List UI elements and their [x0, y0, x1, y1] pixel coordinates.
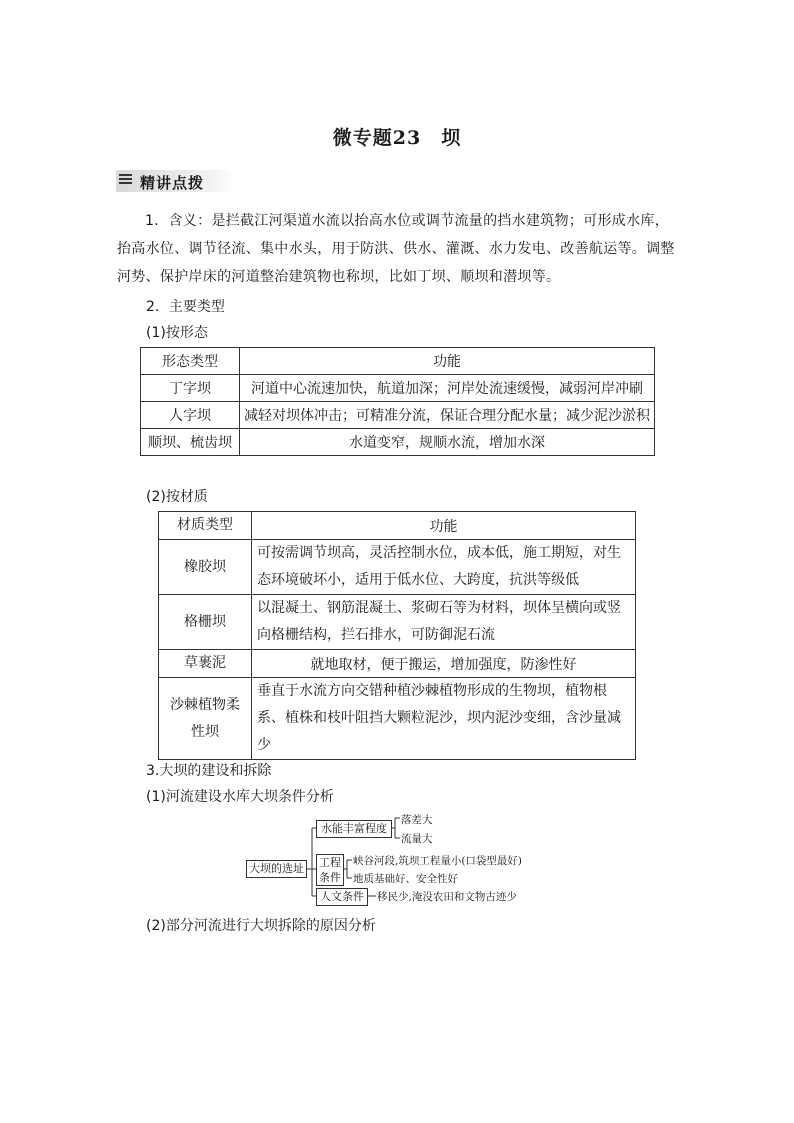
material-types-table [158, 511, 636, 760]
table-row [159, 650, 636, 678]
subheading-dam-removal: (2)部分河流进行大坝拆除的原因分析 [146, 918, 376, 934]
table-header-row [141, 348, 655, 375]
diagram-root: 大坝的选址 [246, 860, 307, 878]
table-header-row [159, 512, 636, 540]
diagram-branch-engineering: 工程条件 [316, 854, 344, 886]
table-cell: 以混凝土、钢筋混凝土、浆砌石等为材料，坝体呈横向或竖向格栅结构，拦石排水，可防御泥石流 [252, 595, 636, 650]
diagram-leaf: 峡谷河段,筑坝工程量小(口袋型最好) [353, 855, 523, 867]
section-label: 精讲点拨 [140, 174, 205, 192]
table-row [141, 402, 655, 429]
list-icon [119, 174, 132, 187]
table-cell: 格栅坝 [159, 595, 252, 650]
table-cell: 就地取材，便于搬运，增加强度，防渗性好 [252, 650, 636, 678]
table-cell: 垂直于水流方向交错种植沙棘植物形成的生物坝，植物根系、植株和枝叶阻挡大颗粒泥沙，坝内泥沙变细，含沙量减少 [252, 678, 636, 760]
table-cell: 可按需调节坝高，灵活控制水位，成本低，施工期短，对生态环境破坏小，适用于低水位、大跨度，抗洪等级低 [252, 540, 636, 595]
table-header-cell: 形态类型 [141, 348, 240, 375]
subheading-by-material: (2)按材质 [146, 489, 208, 505]
diagram-branch-human: 人文条件 [316, 888, 368, 906]
definition-paragraph: 1．含义：是拦截江河渠道水流以抬高水位或调节流量的挡水建筑物；可形成水库，抬高水位、调节径流、集中水头，用于防洪、供水、灌溉、水力发电、改善航运等。调整河势、保护岸床的河道整治建筑物也称坝，比如丁坝、顺坝和潜坝等。 [117, 213, 675, 285]
diagram-leaf: 落差大 [401, 814, 433, 826]
table-cell: 橡胶坝 [159, 540, 252, 595]
table-cell: 河道中心流速加快，航道加深；河岸处流速缓慢，减弱河岸冲刷 [240, 375, 655, 402]
shape-types-table [140, 347, 655, 456]
table-row [159, 678, 636, 760]
table-row [141, 429, 655, 456]
table-header-cell: 功能 [252, 512, 636, 540]
page-title: 微专题23 坝 [332, 127, 462, 149]
table-cell: 草裹泥 [159, 650, 252, 678]
table-header-cell: 材质类型 [159, 512, 252, 540]
table-row [159, 595, 636, 650]
subheading-by-shape: (1)按形态 [146, 325, 208, 341]
table-cell: 沙棘植物柔性坝 [159, 678, 252, 760]
table-cell: 顺坝、梳齿坝 [141, 429, 240, 456]
section-banner [116, 170, 234, 192]
table-cell: 水道变窄，规顺水流，增加水深 [240, 429, 655, 456]
diagram-branch-hydropower: 水能丰富程度 [316, 820, 392, 838]
table-cell: 减轻对坝体冲击；可精准分流，保证合理分配水量；减少泥沙淤积 [240, 402, 655, 429]
subheading-site-conditions: (1)河流建设水库大坝条件分析 [146, 789, 334, 805]
table-cell: 丁字坝 [141, 375, 240, 402]
table-row [159, 540, 636, 595]
table-cell: 人字坝 [141, 402, 240, 429]
heading-main-types: 2．主要类型 [146, 299, 225, 315]
table-header-cell: 功能 [240, 348, 655, 375]
diagram-leaf: 流量大 [401, 833, 433, 845]
diagram-leaf: 地质基础好、安全性好 [353, 873, 458, 885]
dam-site-selection-diagram [240, 812, 570, 908]
table-row [141, 375, 655, 402]
diagram-leaf: 移民少,淹没农田和文物古迹少 [377, 891, 517, 903]
heading-dam-construction: 3.大坝的建设和拆除 [146, 763, 272, 779]
